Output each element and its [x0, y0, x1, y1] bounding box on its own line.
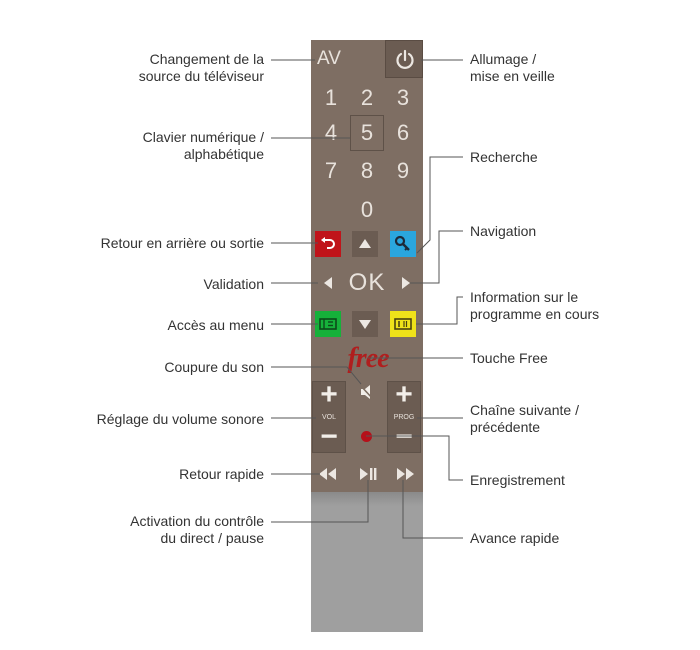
right-button[interactable] — [400, 276, 412, 294]
record-button[interactable] — [361, 431, 372, 442]
key-2[interactable]: 2 — [360, 85, 374, 110]
label-rewind: Retour rapide — [179, 466, 264, 482]
label-free: Touche Free — [470, 350, 548, 366]
left-arrow-icon — [322, 276, 334, 290]
rewind-icon[interactable] — [318, 467, 338, 481]
menu-button[interactable] — [315, 311, 341, 337]
free-button[interactable]: free — [347, 343, 389, 374]
label-volume: Réglage du volume sonore — [96, 411, 264, 427]
label-power: Allumage / mise en veille — [470, 51, 555, 84]
leader-search — [417, 157, 463, 253]
label-validation: Validation — [203, 276, 264, 292]
remote-grip — [311, 492, 423, 632]
mute-icon[interactable] — [359, 384, 375, 400]
info-icon — [390, 311, 416, 337]
ok-button[interactable]: OK — [348, 269, 386, 296]
channel-down-icon[interactable]: − — [395, 420, 413, 453]
label-menu: Accès au menu — [167, 317, 264, 333]
search-key-icon — [390, 231, 416, 257]
power-button[interactable] — [385, 40, 423, 78]
key-4[interactable]: 4 — [324, 120, 338, 145]
volume-caption: VOL — [321, 414, 336, 421]
label-record: Enregistrement — [470, 472, 565, 488]
channel-up-icon[interactable]: + — [395, 378, 413, 411]
right-arrow-icon — [400, 276, 412, 290]
label-keypad: Clavier numérique / alphabétique — [142, 129, 264, 162]
info-button[interactable] — [390, 311, 416, 337]
search-button[interactable] — [390, 231, 416, 257]
key-9[interactable]: 9 — [396, 158, 410, 183]
volume-up-icon[interactable]: + — [320, 378, 338, 411]
back-button[interactable] — [315, 231, 341, 257]
key-5[interactable]: 5 — [360, 120, 374, 145]
key-7[interactable]: 7 — [324, 158, 338, 183]
label-live: Activation du contrôle du direct / pause — [130, 513, 264, 546]
label-info: Information sur le programme en cours — [470, 289, 600, 322]
back-arrow-icon — [315, 231, 341, 257]
channel-rocker[interactable] — [387, 378, 421, 453]
up-arrow-icon — [352, 231, 378, 257]
volume-rocker[interactable] — [312, 378, 346, 453]
play-pause-icon[interactable] — [358, 467, 378, 481]
menu-icon — [315, 311, 341, 337]
remote-grip-shade — [311, 492, 423, 506]
label-forward: Avance rapide — [470, 530, 560, 546]
label-source: Changement de la source du téléviseur — [138, 51, 264, 84]
left-button[interactable] — [322, 276, 334, 294]
up-button[interactable] — [352, 231, 378, 257]
down-arrow-icon — [352, 311, 378, 337]
label-search: Recherche — [470, 149, 538, 165]
channel-caption: PROG — [393, 414, 415, 421]
fast-forward-icon[interactable] — [395, 467, 415, 481]
label-back: Retour en arrière ou sortie — [100, 235, 264, 251]
label-channel: Chaîne suivante / précédente — [470, 402, 579, 435]
key-8[interactable]: 8 — [360, 158, 374, 183]
key-1[interactable]: 1 — [324, 85, 338, 110]
power-icon — [395, 49, 415, 71]
down-button[interactable] — [352, 311, 378, 337]
leader-info — [416, 297, 463, 324]
label-navigation: Navigation — [470, 223, 537, 239]
volume-down-icon[interactable]: − — [320, 420, 338, 453]
key-3[interactable]: 3 — [396, 85, 410, 110]
key-0[interactable]: 0 — [360, 197, 374, 222]
av-button[interactable]: AV — [317, 48, 341, 69]
label-mute: Coupure du son — [164, 359, 264, 375]
key-6[interactable]: 6 — [396, 120, 410, 145]
